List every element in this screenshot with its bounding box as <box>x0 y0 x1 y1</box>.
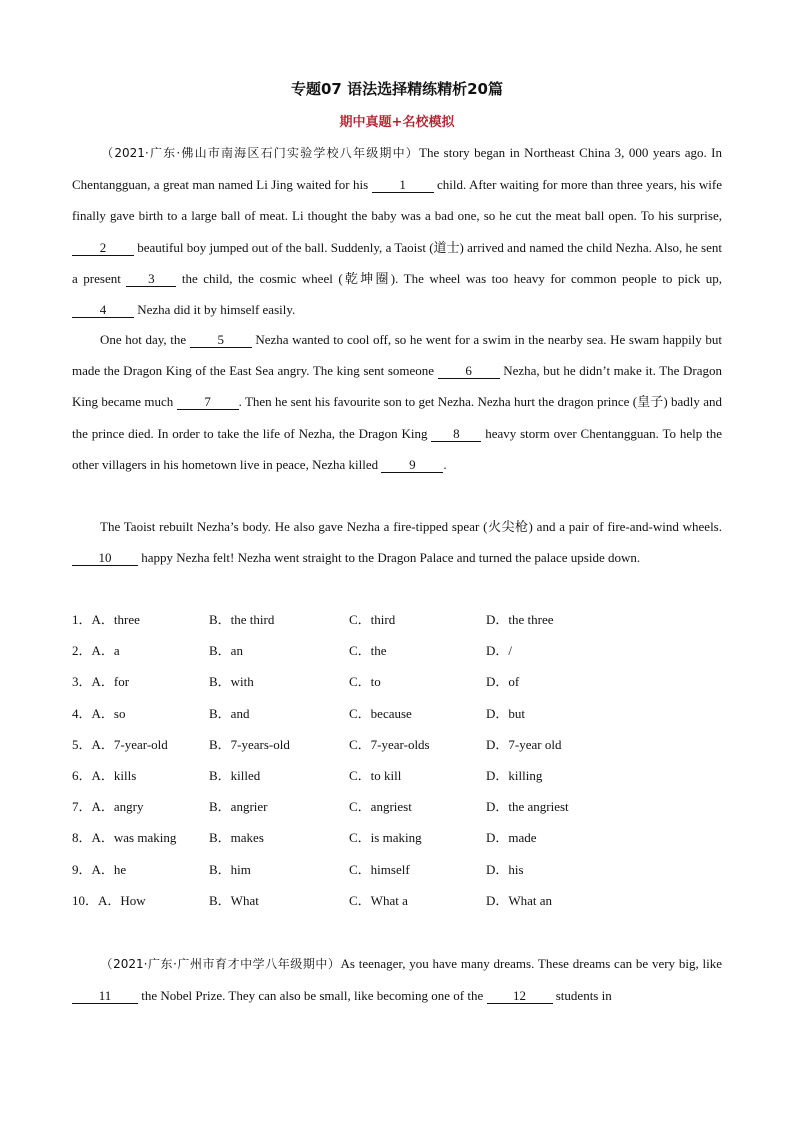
option-choice[interactable]: B．the third <box>209 612 275 627</box>
option-row <box>72 668 722 699</box>
option-choice[interactable]: D．7-year old <box>486 736 562 752</box>
option-choice[interactable]: D．of <box>486 674 520 690</box>
blank-3[interactable]: 3 <box>126 271 176 287</box>
option-choice[interactable]: 2．A．a <box>72 643 120 659</box>
option-choice[interactable]: D．made <box>486 830 537 846</box>
option-choice[interactable]: D．killing <box>486 767 543 783</box>
passage1-paragraph1: （2021·广东·佛山市南海区石门实验学校八年级期中）The story began in Northeast China 3, 000 years ago. In Chentangguan, a great man named Li Jing waited for his 1 child. After waiting for more than three years, his wife finally gave birth to a large ball of meat. Li thought the baby was a bad one, so he cut the meat ball open. To his surprise, 2 beautiful boy jumped out of the ball. Suddenly, a Taoist (道士) arrived and named the child Nezha. Also, he sent a present 3 the child, the cosmic wheel (乾坤圈). The wheel was too heavy for common people to pick up, 4 Nezha did it by himself easily. <box>72 145 723 318</box>
passage1-source: （2021·广东·佛山市南海区石门实验学校八年级期中） <box>100 146 420 160</box>
option-choice[interactable]: C．the <box>349 643 387 659</box>
blank-8[interactable]: 8 <box>431 426 481 442</box>
option-row <box>72 762 722 793</box>
option-choice[interactable]: C．is making <box>349 830 422 846</box>
option-choice[interactable]: B．7-years-old <box>209 736 290 752</box>
option-choice[interactable]: B．What <box>209 892 259 908</box>
blank-7[interactable]: 7 <box>177 394 239 410</box>
option-row <box>72 731 722 762</box>
option-choice[interactable]: B．with <box>209 674 254 690</box>
options-list <box>72 606 722 918</box>
option-choice[interactable]: D．the angriest <box>486 799 569 815</box>
option-choice[interactable]: D．/ <box>486 643 513 659</box>
option-choice[interactable]: 8．A．was making <box>72 830 177 846</box>
option-choice[interactable]: C．What a <box>349 892 408 908</box>
blank-6[interactable]: 6 <box>438 363 500 379</box>
option-choice[interactable]: 3．A．for <box>72 674 130 690</box>
option-choice[interactable]: D．What an <box>486 892 553 908</box>
passage2-source: （2021·广东·广州市育才中学八年级期中） <box>100 957 341 971</box>
option-choice[interactable]: C．angriest <box>349 799 412 815</box>
blank-4[interactable]: 4 <box>72 302 134 318</box>
option-choice[interactable]: 6．A．kills <box>72 767 137 783</box>
option-row <box>72 887 722 918</box>
option-choice[interactable]: 4．A．so <box>72 705 126 721</box>
page-title: 专题07 语法选择精练精析20篇 <box>291 80 503 98</box>
passage1-paragraph3: The Taoist rebuilt Nezha’s body. He also gave Nezha a fire-tipped spear (火尖枪) and a pair of fire-and-wind wheels. 10 happy Nezha felt! Nezha went straight to the Dragon Palace and turned the palace upside down. <box>72 511 722 573</box>
option-row <box>72 856 722 887</box>
option-choice[interactable]: B．killed <box>209 767 261 783</box>
option-row <box>72 824 722 855</box>
blank-9[interactable]: 9 <box>381 457 443 473</box>
blank-1[interactable]: 1 <box>372 177 434 193</box>
option-choice[interactable]: B．and <box>209 705 250 721</box>
option-choice[interactable]: C．to kill <box>349 767 402 783</box>
option-choice[interactable]: D．the three <box>486 612 554 627</box>
option-choice[interactable]: C．to <box>349 674 381 690</box>
option-choice[interactable]: B．angrier <box>209 799 268 815</box>
blank-2[interactable]: 2 <box>72 240 134 256</box>
blank-12[interactable]: 12 <box>487 988 553 1004</box>
page-subtitle: 期中真题+名校模拟 <box>339 115 455 130</box>
option-choice[interactable]: B．makes <box>209 830 264 846</box>
blank-5[interactable]: 5 <box>190 332 252 348</box>
option-row <box>72 637 722 668</box>
option-choice[interactable]: D．but <box>486 705 526 721</box>
option-row <box>72 793 722 824</box>
passage2-paragraph1: （2021·广东·广州市育才中学八年级期中）As teenager, you have many dreams. These dreams can be very big, like 11 the Nobel Prize. They can also be small, like becoming one of the 12 students in <box>72 948 722 1011</box>
option-choice[interactable]: D．his <box>486 861 524 877</box>
option-row <box>72 606 722 637</box>
option-choice[interactable]: B．him <box>209 861 251 877</box>
option-choice[interactable]: 5．A．7-year-old <box>72 736 168 752</box>
passage1-paragraph2: One hot day, the 5 Nezha wanted to cool off, so he went for a swim in the nearby sea. He swam happily but made the Dragon King of the East Sea angry. The king sent someone 6 Nezha, but he didn’t make it. The Dragon King became much 7 . Then he sent his favourite son to get Nezha. Nezha hurt the dragon prince (皇子) badly and the prince died. In order to take the life of Nezha, the Dragon King 8 heavy storm over Chentangguan. To help the other villagers in his hometown live in peace, Nezha killed 9 . <box>72 332 723 472</box>
option-choice[interactable]: 1．A．three <box>72 612 140 627</box>
option-choice[interactable]: C．because <box>349 705 412 721</box>
option-choice[interactable]: B．an <box>209 643 243 659</box>
option-choice[interactable]: 9．A．he <box>72 861 127 877</box>
blank-11[interactable]: 11 <box>72 988 138 1004</box>
option-choice[interactable]: 7．A．angry <box>72 799 144 815</box>
blank-10[interactable]: 10 <box>72 550 138 566</box>
option-row <box>72 700 722 731</box>
option-choice[interactable]: C．third <box>349 612 396 627</box>
option-choice[interactable]: C．7-year-olds <box>349 736 430 752</box>
option-choice[interactable]: 10．A．How <box>72 892 146 908</box>
option-choice[interactable]: C．himself <box>349 861 410 877</box>
